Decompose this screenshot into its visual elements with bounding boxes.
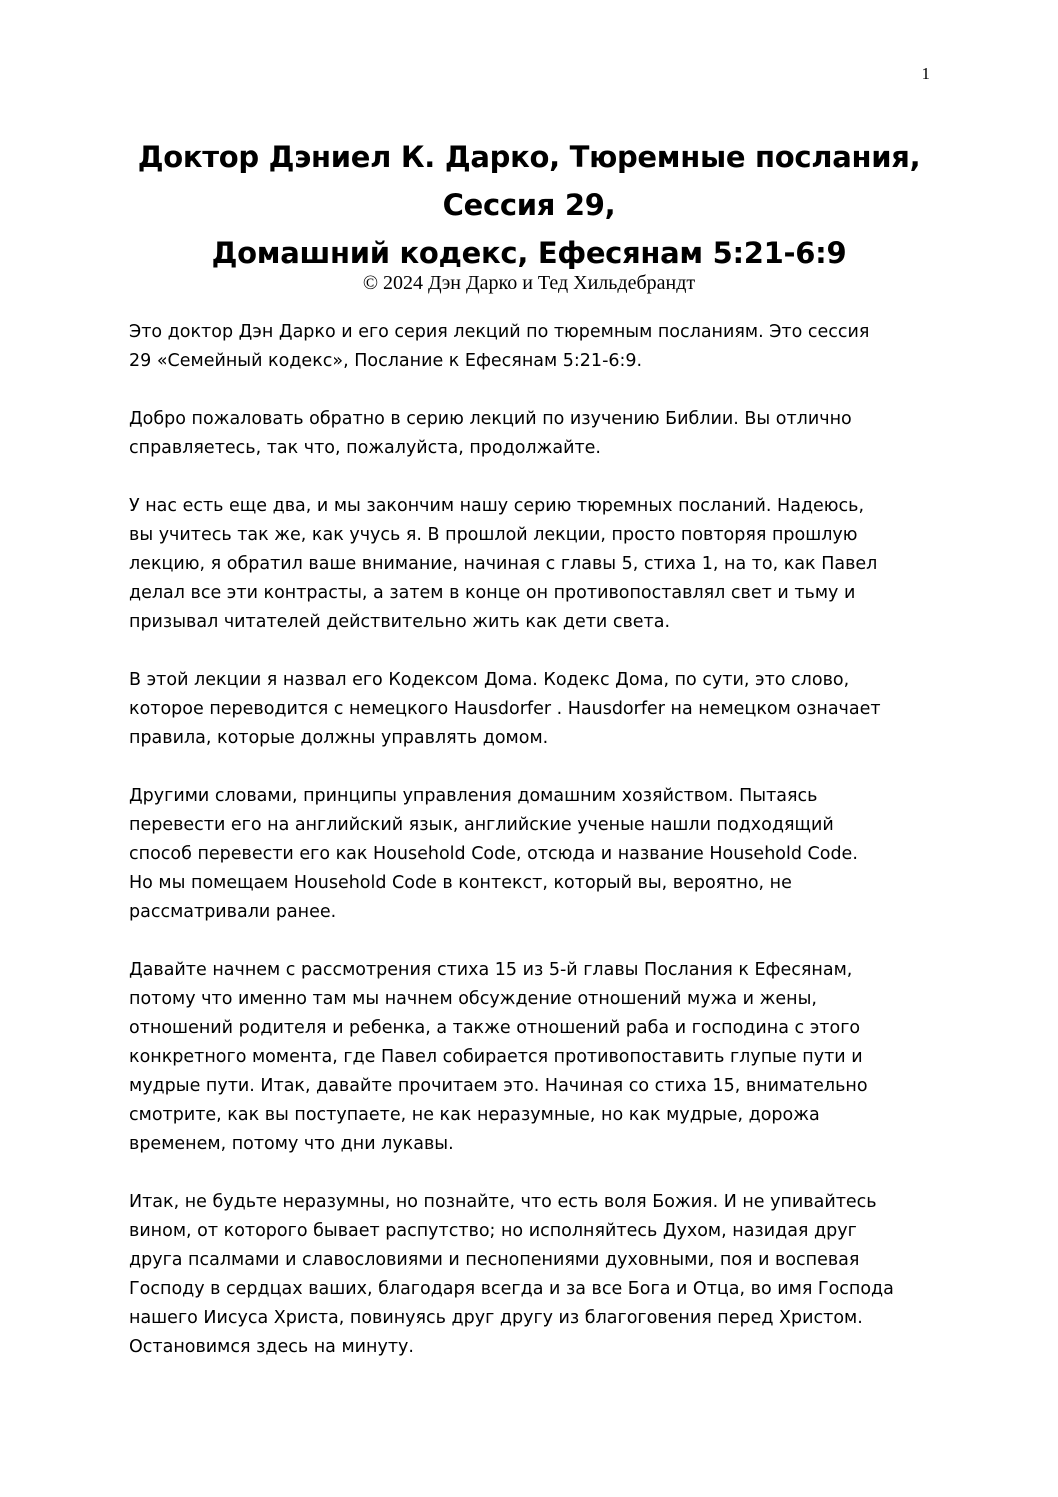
paragraph-line: потому что именно там мы начнем обсуждение отношений мужа и жены, (129, 989, 817, 1009)
paragraph-line: нашего Иисуса Христа, повинуясь друг другу из благоговения перед Христом. (129, 1308, 863, 1328)
paragraph-line: способ перевести его как Household Code, отсюда и название Household Code. (129, 844, 858, 864)
paragraph-line: отношений родителя и ребенка, а также отношений раба и господина с этого (129, 1018, 861, 1038)
paragraph-line: 29 «Семейный кодекс», Послание к Ефесянам 5:21-6:9. (129, 351, 643, 371)
paragraph-line: друга псалмами и славословиями и песнопениями духовными, поя и воспевая (129, 1250, 860, 1270)
document-title-line-1: Доктор Дэниел К. Дарко, Тюремные послания, (137, 140, 921, 174)
copyright-notice: © 2024 Дэн Дарко и Тед Хильдебрандт (362, 272, 696, 294)
document-title-line-3: Домашний кодекс, Ефесянам 5:21-6:9 (211, 236, 847, 270)
paragraph-line: лекцию, я обратил ваше внимание, начиная с главы 5, стиха 1, на то, как Павел (129, 554, 878, 574)
paragraph-line: перевести его на английский язык, английские ученые нашли подходящий (129, 815, 834, 835)
paragraph-1 (129, 318, 949, 376)
paragraph-line: справляетесь, так что, пожалуйста, продолжайте. (129, 438, 601, 458)
title-block (0, 133, 1058, 296)
paragraph-line: Другими словами, принципы управления домашним хозяйством. Пытаясь (129, 786, 818, 806)
paragraph-line: Итак, не будьте неразумны, но познайте, что есть воля Божия. И не упивайтесь (129, 1192, 877, 1212)
document-title-line-2: Сессия 29, (442, 188, 616, 222)
paragraph-line: Остановимся здесь на минуту. (129, 1337, 414, 1357)
paragraph-line: Господу в сердцах ваших, благодаря всегда и за все Бога и Отца, во имя Господа (129, 1279, 894, 1299)
paragraph-line: рассматривали ранее. (129, 902, 337, 922)
paragraph-line: временем, потому что дни лукавы. (129, 1134, 454, 1154)
paragraph-line: делал все эти контрасты, а затем в конце он противопоставлял свет и тьму и (129, 583, 856, 603)
paragraph-7 (129, 1188, 949, 1362)
paragraph-3 (129, 492, 949, 637)
paragraph-2 (129, 405, 949, 463)
paragraph-line: вы учитесь так же, как учусь я. В прошлой лекции, просто повторяя прошлую (129, 525, 858, 545)
paragraph-line: правила, которые должны управлять домом. (129, 728, 549, 748)
document-body (129, 318, 949, 1391)
paragraph-line: Это доктор Дэн Дарко и его серия лекций по тюремным посланиям. Это сессия (129, 322, 870, 342)
paragraph-line: смотрите, как вы поступаете, не как неразумные, но как мудрые, дорожа (129, 1105, 820, 1125)
paragraph-line: призывал читателей действительно жить как дети света. (129, 612, 671, 632)
page-number: 1 (921, 64, 930, 83)
paragraph-line: мудрые пути. Итак, давайте прочитаем это. Начиная со стиха 15, внимательно (129, 1076, 868, 1096)
paragraph-line: которое переводится с немецкого Hausdorfer . Hausdorfer на немецком означает (129, 699, 881, 719)
paragraph-line: Но мы помещаем Household Code в контекст, который вы, вероятно, не (129, 873, 792, 893)
paragraph-4 (129, 666, 949, 753)
paragraph-line: конкретного момента, где Павел собирается противопоставить глупые пути и (129, 1047, 863, 1067)
paragraph-line: Добро пожаловать обратно в серию лекций по изучению Библии. Вы отлично (129, 409, 852, 429)
paragraph-5 (129, 782, 949, 927)
paragraph-line: У нас есть еще два, и мы закончим нашу серию тюремных посланий. Надеюсь, (129, 496, 865, 516)
paragraph-6 (129, 956, 949, 1159)
paragraph-line: вином, от которого бывает распутство; но исполняйтесь Духом, назидая друг (129, 1221, 857, 1241)
paragraph-line: Давайте начнем с рассмотрения стиха 15 из 5-й главы Послания к Ефесянам, (129, 960, 853, 980)
paragraph-line: В этой лекции я назвал его Кодексом Дома. Кодекс Дома, по сути, это слово, (129, 670, 850, 690)
